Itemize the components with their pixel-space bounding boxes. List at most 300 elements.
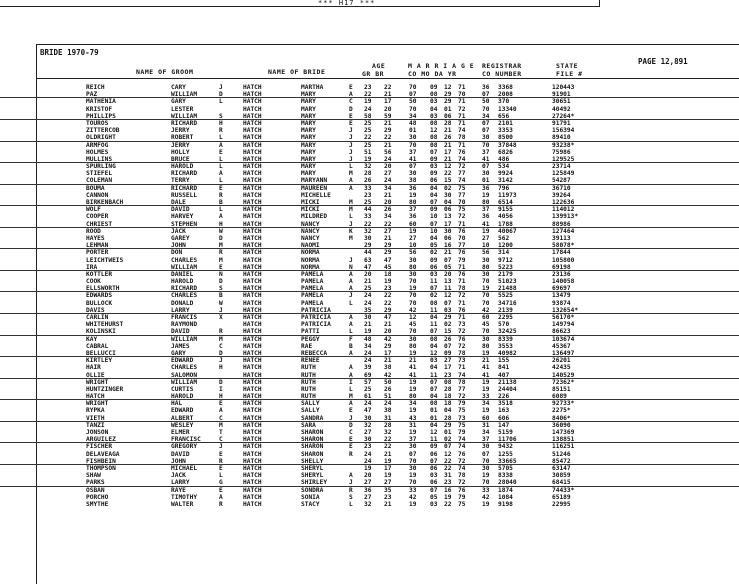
groom-age: 32 <box>364 227 372 235</box>
state-file-number: 74433* <box>552 486 575 494</box>
marriage-day: 01 <box>444 429 452 436</box>
marriage-year: 72 <box>458 328 466 336</box>
bride-last-name: HATCH <box>243 500 262 508</box>
registrar-number: 5159 <box>498 429 513 436</box>
table-row <box>0 386 739 393</box>
groom-age: 25 <box>364 119 372 127</box>
marriage-county: 37 <box>409 148 417 156</box>
registrar-number: 3142 <box>498 177 513 185</box>
groom-initial: E <box>219 450 223 458</box>
bride-initial: E <box>349 407 353 415</box>
bride-first-name: PATRICIA <box>301 314 331 321</box>
marriage-month: 08 <box>430 91 438 99</box>
registrar-number: 5705 <box>498 464 513 472</box>
bride-last-name: HATCH <box>243 414 262 422</box>
bride-first-name: SHERYL <box>301 464 324 472</box>
groom-first-name: JOHN <box>171 457 186 465</box>
bride-last-name: HATCH <box>243 385 262 393</box>
groom-initial: S <box>219 112 223 120</box>
groom-initial: M <box>219 335 223 343</box>
top-rule <box>0 6 600 7</box>
bride-first-name: NORMA <box>301 249 320 257</box>
groom-initial: R <box>219 500 223 508</box>
registrar-number: 2179 <box>498 270 513 278</box>
bride-last-name: HATCH <box>243 112 262 120</box>
marriage-day: 18 <box>444 400 452 408</box>
groom-age: 25 <box>364 285 372 293</box>
marriage-county: 56 <box>409 249 417 257</box>
registrar-county: 80 <box>482 263 490 271</box>
marriage-county: 80 <box>409 342 417 350</box>
groom-last-name: BELLUCCI <box>86 349 116 357</box>
marriage-month: 08 <box>430 400 438 408</box>
registrar-number: 1874 <box>498 486 513 494</box>
bride-last-name: HATCH <box>243 191 262 199</box>
marriage-day: 06 <box>444 112 452 120</box>
marriage-county: 41 <box>409 371 417 379</box>
bride-last-name: HATCH <box>243 371 262 379</box>
bride-first-name: MICKI <box>301 199 320 206</box>
marriage-year: 70 <box>458 234 466 242</box>
bride-last-name: HATCH <box>243 407 262 415</box>
groom-age: 51 <box>364 148 372 156</box>
registrar-number: 21138 <box>498 378 517 386</box>
table-row <box>0 228 739 235</box>
bride-first-name: NAOMI <box>301 242 320 250</box>
bride-age: 21 <box>384 141 392 149</box>
state-sub-header: FILE # <box>556 70 583 78</box>
groom-first-name: DONALD <box>171 299 194 307</box>
bride-age: 21 <box>384 191 392 199</box>
groom-first-name: WILLIAM <box>171 378 198 386</box>
bride-last-name: HATCH <box>243 148 262 156</box>
table-row <box>0 415 739 422</box>
state-file-number: 132654* <box>552 306 579 314</box>
marriage-year: 77 <box>458 191 466 199</box>
marriage-day: 02 <box>444 184 452 192</box>
marriage-county: 19 <box>409 429 417 436</box>
groom-age: 23 <box>364 443 372 451</box>
state-file-number: 103674 <box>552 335 575 343</box>
registrar-county: 50 <box>482 98 490 106</box>
groom-initial: L <box>219 98 223 106</box>
registrar-number: 1255 <box>498 450 513 458</box>
marriage-year: 71 <box>458 112 466 120</box>
bride-age: 17 <box>384 464 392 472</box>
marriage-day: 16 <box>444 486 452 494</box>
registrar-county: 19 <box>482 378 490 386</box>
registrar-number: 11973 <box>498 191 517 199</box>
registrar-county: 27 <box>482 234 490 242</box>
table-row <box>0 372 739 379</box>
marriage-day: 21 <box>444 141 452 149</box>
registrar-number: 13340 <box>498 105 517 113</box>
marriage-year: 79 <box>458 256 466 264</box>
table-row <box>0 400 739 407</box>
groom-first-name: TIMOTHY <box>171 493 198 501</box>
registrar-number: 656 <box>498 112 510 120</box>
groom-age: 58 <box>364 112 372 120</box>
table-row <box>0 127 739 134</box>
marriage-year: 71 <box>458 119 466 127</box>
state-file-number: 27264* <box>552 112 575 120</box>
groom-first-name: WILLIAM <box>171 335 198 343</box>
groom-last-name: TOUROS <box>86 119 109 127</box>
bride-first-name: PATRICIA <box>301 306 331 314</box>
registrar-county: 60 <box>482 314 490 321</box>
marriage-day: 26 <box>444 134 452 142</box>
groom-last-name: DAVIS <box>86 306 105 314</box>
table-row <box>0 120 739 127</box>
groom-last-name: PORTER <box>86 249 109 257</box>
marriage-year: 74 <box>458 436 466 444</box>
groom-initial: D <box>219 378 223 386</box>
marriage-month: 03 <box>430 500 438 508</box>
marriage-year: 72 <box>458 479 466 487</box>
groom-last-name: HAIR <box>86 364 101 372</box>
bride-age: 22 <box>384 220 392 228</box>
groom-last-name: WRIGHT <box>86 400 109 408</box>
state-file-number: 39113 <box>552 234 571 242</box>
bride-initial: A <box>349 91 353 99</box>
registrar-county: 80 <box>482 199 490 206</box>
marriage-county: 12 <box>409 314 417 321</box>
groom-first-name: LARRY <box>171 479 190 487</box>
top-rule-end <box>599 0 600 7</box>
marriage-county: 70 <box>409 84 417 91</box>
groom-first-name: WILLIAM <box>171 263 198 271</box>
registrar-number: 163 <box>498 407 510 415</box>
groom-first-name: JOHN <box>171 242 186 250</box>
state-file-number: 92733* <box>552 400 575 408</box>
groom-first-name: GAREY <box>171 234 190 242</box>
bride-age: 23 <box>384 493 392 501</box>
bride-initial: E <box>349 443 353 451</box>
marriage-month: 08 <box>430 134 438 142</box>
marriage-month: 07 <box>430 199 438 206</box>
table-row <box>0 113 739 120</box>
marriage-month: 03 <box>430 270 438 278</box>
groom-age: 23 <box>364 84 372 91</box>
marriage-county: 45 <box>409 321 417 329</box>
bride-first-name: MARY <box>301 134 316 142</box>
marriage-year: 72 <box>458 342 466 350</box>
groom-age: 30 <box>364 414 372 422</box>
bride-initial: M <box>349 170 353 178</box>
groom-age: 24 <box>364 450 372 458</box>
state-file-number: 58078* <box>552 242 575 250</box>
groom-last-name: HOLMES <box>86 148 109 156</box>
marriage-sub-header: CO MO DA YR <box>408 70 457 78</box>
marriage-county: 60 <box>409 220 417 228</box>
registrar-county: 07 <box>482 91 490 99</box>
marriage-day: 22 <box>444 500 452 508</box>
groom-last-name: STIEFEL <box>86 170 113 178</box>
bride-last-name: HATCH <box>243 464 262 472</box>
marriage-day: 21 <box>444 155 452 163</box>
marriage-day: 03 <box>444 306 452 314</box>
registrar-county: 30 <box>482 134 490 142</box>
state-file-number: 17844 <box>552 249 571 257</box>
table-row <box>0 292 739 299</box>
bride-age: 19 <box>384 278 392 286</box>
groom-age: 26 <box>364 177 372 185</box>
bride-last-name: HATCH <box>243 227 262 235</box>
bride-first-name: MARY <box>301 98 316 106</box>
groom-first-name: RICHARD <box>171 285 198 293</box>
groom-last-name: LEICHTWEIS <box>86 256 124 264</box>
registrar-number: 486 <box>498 155 510 163</box>
table-row <box>0 451 739 458</box>
bride-first-name: NORMA <box>301 256 320 264</box>
marriage-county: 36 <box>409 184 417 192</box>
groom-last-name: LEHMAN <box>86 242 109 250</box>
bride-age: 29 <box>384 249 392 257</box>
bride-last-name: HATCH <box>243 134 262 142</box>
bride-first-name: PATTI <box>301 328 320 336</box>
groom-first-name: HAROLD <box>171 278 194 286</box>
table-row <box>0 443 739 450</box>
marriage-month: 07 <box>430 385 438 393</box>
groom-last-name: TANZI <box>86 421 105 429</box>
marriage-month: 01 <box>430 414 438 422</box>
groom-initial: J <box>219 357 223 365</box>
marriage-year: 77 <box>458 385 466 393</box>
marriage-county: 30 <box>409 134 417 142</box>
marriage-month: 04 <box>430 314 438 321</box>
registrar-county: 41 <box>482 220 490 228</box>
state-file-number: 69198 <box>552 263 571 271</box>
marriage-county: 19 <box>409 500 417 508</box>
state-file-number: 68415 <box>552 479 571 487</box>
marriage-month: 03 <box>430 163 438 171</box>
marriage-county: 19 <box>409 285 417 293</box>
bride-age: 22 <box>384 84 392 91</box>
bride-initial: J <box>349 220 353 228</box>
groom-last-name: SPURLING <box>86 163 116 171</box>
marriage-county: 38 <box>409 177 417 185</box>
groom-first-name: FRANCISC <box>171 436 201 444</box>
groom-age: 27 <box>364 493 372 501</box>
marriage-month: 08 <box>430 141 438 149</box>
bride-initial: M <box>349 234 353 242</box>
marriage-year: 70 <box>458 91 466 99</box>
groom-first-name: RICHARD <box>171 119 198 127</box>
groom-initial: M <box>219 421 223 429</box>
marriage-month: 09 <box>430 256 438 264</box>
state-file-number: 93874 <box>552 299 571 307</box>
registrar-number: 34716 <box>498 299 517 307</box>
marriage-month: 07 <box>430 148 438 156</box>
marriage-year: 71 <box>458 98 466 106</box>
marriage-day: 22 <box>444 457 452 465</box>
marriage-county: 70 <box>409 141 417 149</box>
bride-first-name: MARY <box>301 170 316 178</box>
bride-first-name: MILDRED <box>301 213 328 221</box>
registrar-county: 41 <box>482 364 490 372</box>
bride-age: 34 <box>384 213 392 221</box>
groom-initial: B <box>219 199 223 206</box>
bride-first-name: MARY <box>301 141 316 149</box>
marriage-county: 80 <box>409 263 417 271</box>
bride-first-name: RUTH <box>301 393 316 401</box>
marriage-day: 05 <box>444 263 452 271</box>
marriage-day: 13 <box>444 278 452 286</box>
marriage-day: 17 <box>444 148 452 156</box>
groom-first-name: HAL <box>171 400 183 408</box>
state-file-number: 8406* <box>552 414 571 422</box>
registrar-county: 33 <box>482 393 490 401</box>
state-file-number: 51246 <box>552 450 571 458</box>
bride-initial: L <box>349 213 353 221</box>
groom-last-name: COLEMAN <box>86 177 113 185</box>
bride-initial: A <box>349 371 353 379</box>
groom-last-name: KIRTLEY <box>86 357 113 365</box>
registrar-number: 1084 <box>498 493 513 501</box>
bride-first-name: RUTH <box>301 385 316 393</box>
groom-initial: E <box>219 486 223 494</box>
groom-last-name: VIETH <box>86 414 105 422</box>
marriage-month: 10 <box>430 213 438 221</box>
state-file-number: 127464 <box>552 227 575 235</box>
marriage-year: 73 <box>458 321 466 329</box>
groom-last-name: FISHBEIN <box>86 457 116 465</box>
groom-age: 39 <box>364 364 372 372</box>
groom-age: 24 <box>364 292 372 300</box>
groom-age: 28 <box>364 170 372 178</box>
table-row <box>0 278 739 285</box>
bride-first-name: NANCY <box>301 227 320 235</box>
groom-initial: E <box>219 400 223 408</box>
marriage-month: 09 <box>430 443 438 451</box>
registrar-number: 8339 <box>498 335 513 343</box>
groom-initial: R <box>219 328 223 336</box>
bride-age: 26 <box>384 206 392 214</box>
marriage-month: 06 <box>430 479 438 487</box>
groom-first-name: EDWARD <box>171 407 194 415</box>
groom-first-name: SALOMON <box>171 371 198 379</box>
table-row <box>0 106 739 113</box>
bride-last-name: HATCH <box>243 105 262 113</box>
groom-age: 61 <box>364 393 372 401</box>
groom-age: 19 <box>364 328 372 336</box>
groom-initial: A <box>219 407 223 415</box>
bride-initial: J <box>349 155 353 163</box>
marriage-county: 01 <box>409 127 417 135</box>
registrar-county: 19 <box>482 385 490 393</box>
bride-last-name: HATCH <box>243 163 262 171</box>
marriage-county: 37 <box>409 436 417 444</box>
bride-last-name: HATCH <box>243 91 262 99</box>
bride-last-name: HATCH <box>243 486 262 494</box>
bride-first-name: PEGGY <box>301 335 320 343</box>
marriage-month: 02 <box>430 292 438 300</box>
bride-initial: F <box>349 335 353 343</box>
marriage-month: 09 <box>430 84 438 91</box>
marriage-county: 70 <box>409 278 417 286</box>
marriage-month: 09 <box>430 155 438 163</box>
groom-first-name: JAMES <box>171 342 190 350</box>
marriage-month: 08 <box>430 335 438 343</box>
bride-age: 27 <box>384 170 392 178</box>
registrar-number: 3553 <box>498 342 513 350</box>
table-row <box>0 336 739 343</box>
registrar-number: 9924 <box>498 170 513 178</box>
bride-age: 21 <box>384 119 392 127</box>
marriage-day: 12 <box>444 163 452 171</box>
bride-initial: L <box>349 328 353 336</box>
groom-initial: D <box>219 278 223 286</box>
bride-age: 23 <box>384 285 392 293</box>
registrar-county: 21 <box>482 357 490 365</box>
registrar-number: 2295 <box>498 314 513 321</box>
marriage-month: 05 <box>430 242 438 250</box>
marriage-day: 02 <box>444 321 452 329</box>
registrar-number: 51023 <box>498 278 517 286</box>
groom-age: 34 <box>364 342 372 350</box>
groom-initial: R <box>219 127 223 135</box>
marriage-month: 02 <box>430 249 438 257</box>
groom-first-name: LESTER <box>171 105 194 113</box>
bride-first-name: SALLY <box>301 400 320 408</box>
registrar-number: 3368 <box>498 84 513 91</box>
marriage-county: 70 <box>409 292 417 300</box>
bride-age: 21 <box>384 500 392 508</box>
bride-age: 59 <box>384 112 392 120</box>
bride-first-name: SHARON <box>301 429 324 436</box>
registrar-county: 19 <box>482 500 490 508</box>
registrar-number: 570 <box>498 321 510 329</box>
table-row <box>0 84 739 91</box>
registrar-county: 42 <box>482 493 490 501</box>
marriage-county: 19 <box>409 191 417 199</box>
table-row <box>0 156 739 163</box>
state-file-number: 149794 <box>552 321 575 329</box>
groom-last-name: WOLF <box>86 206 101 214</box>
bride-first-name: MARY <box>301 163 316 171</box>
bride-first-name: SHERYL <box>301 472 324 480</box>
groom-last-name: PARKS <box>86 479 105 487</box>
groom-last-name: ELLSWORTH <box>86 285 120 293</box>
top-border-fragment <box>0 0 739 16</box>
registrar-county: 70 <box>482 479 490 487</box>
marriage-month: 08 <box>430 119 438 127</box>
marriage-day: 21 <box>444 249 452 257</box>
marriage-month: 04 <box>430 364 438 372</box>
groom-column-header: NAME OF GROOM <box>136 68 194 76</box>
bride-age: 24 <box>384 155 392 163</box>
bride-first-name: NORMA <box>301 263 320 271</box>
groom-initial: L <box>219 472 223 480</box>
groom-first-name: CHARLES <box>171 256 198 264</box>
marriage-year: 74 <box>458 464 466 472</box>
marriage-month: 07 <box>430 486 438 494</box>
groom-age: 23 <box>364 191 372 199</box>
bride-last-name: HATCH <box>243 199 262 206</box>
marriage-county: 19 <box>409 227 417 235</box>
registrar-county: 70 <box>482 299 490 307</box>
marriage-month: 06 <box>430 450 438 458</box>
marriage-year: 73 <box>458 357 466 365</box>
groom-first-name: DAVID <box>171 450 190 458</box>
bride-age: 42 <box>384 335 392 343</box>
groom-age: 21 <box>364 278 372 286</box>
marriage-day: 29 <box>444 91 452 99</box>
state-file-number: 116251 <box>552 443 575 451</box>
registrar-number: 1788 <box>498 220 513 228</box>
groom-age: 35 <box>364 306 372 314</box>
section-title: BRIDE 1970-79 <box>40 48 99 57</box>
